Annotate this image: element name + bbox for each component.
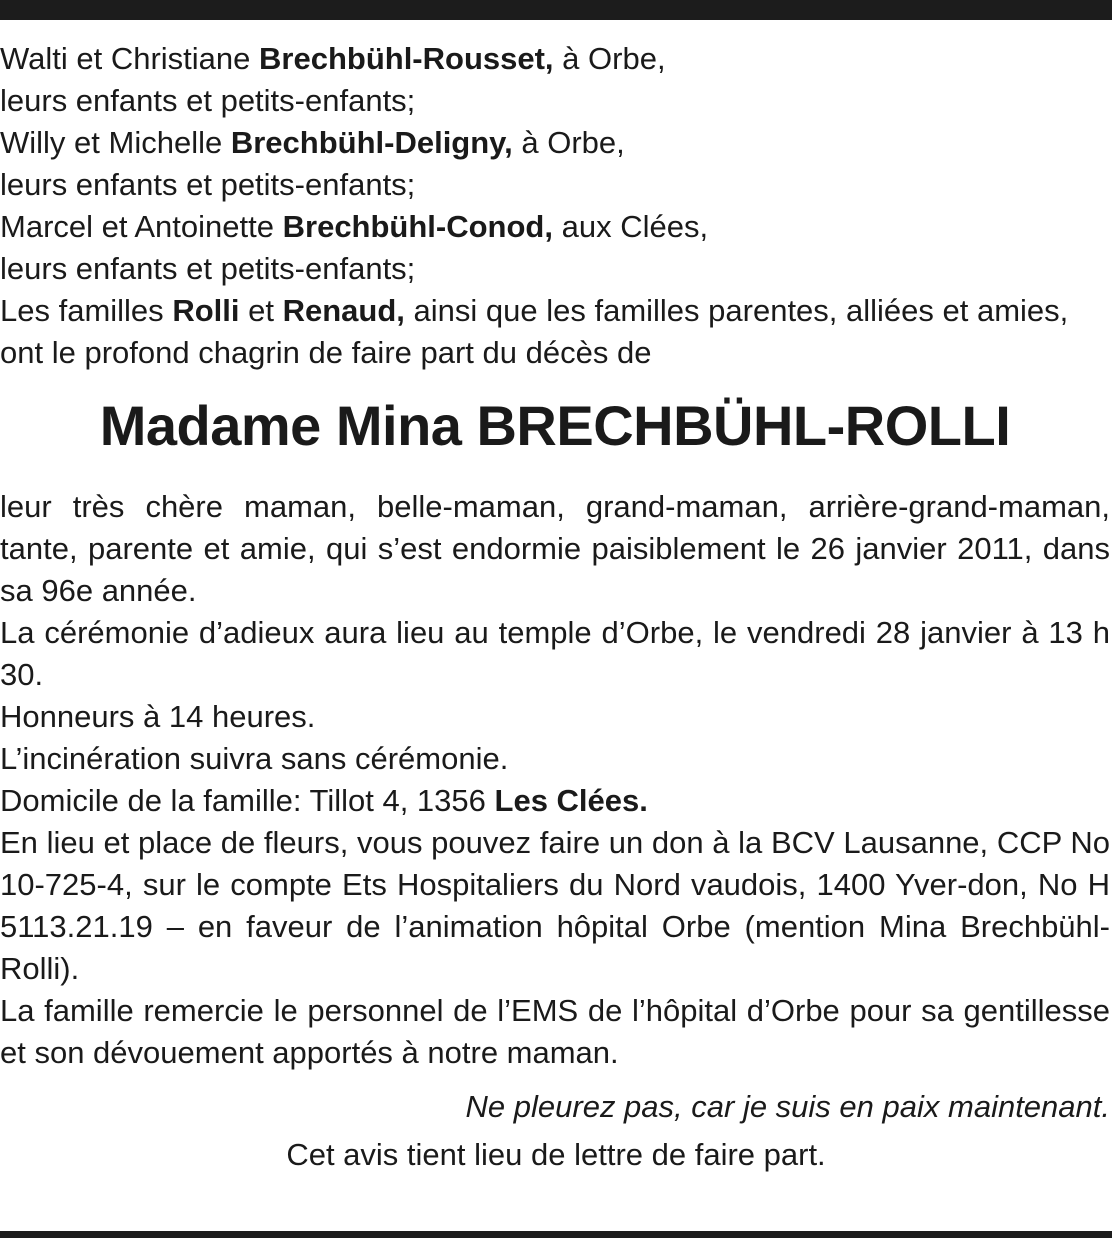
paragraph-thanks: La famille remercie le personnel de l’EMS de l’hôpital d’Orbe pour sa gentillesse et son dévouement apportés à notre maman. <box>0 993 1110 1070</box>
family-3-place: aux Clées, <box>561 209 709 244</box>
family-line-3 <box>0 206 1110 248</box>
other-families-prefix: Les familles <box>0 293 164 328</box>
paragraph-donation: En lieu et place de fleurs, vous pouvez faire un don à la BCV Lausanne, CCP No 10-725-4, sur le compte Ets Hospitaliers du Nord vaudois, 1400 Yver-don, No H 5113.21.19 – en faveur de l’animation hôpital Orbe (mention Mina Brechbühl-Rolli). <box>0 825 1110 986</box>
family-1-surname: Brechbühl-Rousset, <box>259 41 554 76</box>
family-2-surname: Brechbühl-Deligny, <box>230 125 513 160</box>
closing-note: Cet avis tient lieu de lettre de faire part. <box>286 1137 826 1172</box>
family-1-children: leurs enfants et petits-enfants; <box>0 83 416 118</box>
other-families-suffix: ainsi que les familles parentes, alliées et amies, <box>413 293 1069 328</box>
obituary-notice <box>0 38 1110 1176</box>
family-2-children: leurs enfants et petits-enfants; <box>0 167 416 202</box>
family-1-names: Walti et Christiane <box>0 41 251 76</box>
paragraph-ceremony: La cérémonie d’adieux aura lieu au temple d’Orbe, le vendredi 28 janvier à 13 h 30. <box>0 615 1110 692</box>
other-family-renaud: Renaud, <box>282 293 405 328</box>
deceased-name: Madame Mina BRECHBÜHL-ROLLI <box>99 394 1011 457</box>
other-family-rolli: Rolli <box>172 293 240 328</box>
family-line-1 <box>0 38 1110 80</box>
bottom-rule <box>0 1231 1112 1238</box>
domicile-town: Les Clées. <box>494 783 648 818</box>
other-families <box>0 290 1110 332</box>
domicile-address: Domicile de la famille: Tillot 4, 1356 <box>0 783 486 818</box>
family-3-children: leurs enfants et petits-enfants; <box>0 251 416 286</box>
paragraph-incineration: L’incinération suivra sans cérémonie. <box>0 741 509 776</box>
family-3-surname: Brechbühl-Conod, <box>282 209 553 244</box>
family-3-names: Marcel et Antoinette <box>0 209 274 244</box>
family-line-2 <box>0 122 1110 164</box>
top-rule <box>0 0 1112 20</box>
paragraph-domicile <box>0 780 1110 822</box>
paragraph-honours: Honneurs à 14 heures. <box>0 699 316 734</box>
paragraph-description: leur très chère maman, belle-maman, grand-maman, arrière-grand-maman, tante, parente et amie, qui s’est endormie paisiblement le 26 janvier 2011, dans sa 96e année. <box>0 489 1110 608</box>
announcement: ont le profond chagrin de faire part du décès de <box>0 335 652 370</box>
family-2-place: à Orbe, <box>521 125 625 160</box>
family-2-names: Willy et Michelle <box>0 125 223 160</box>
other-families-and: et <box>248 293 274 328</box>
closing-quote: Ne pleurez pas, car je suis en paix maintenant. <box>465 1089 1110 1124</box>
family-1-place: à Orbe, <box>562 41 666 76</box>
